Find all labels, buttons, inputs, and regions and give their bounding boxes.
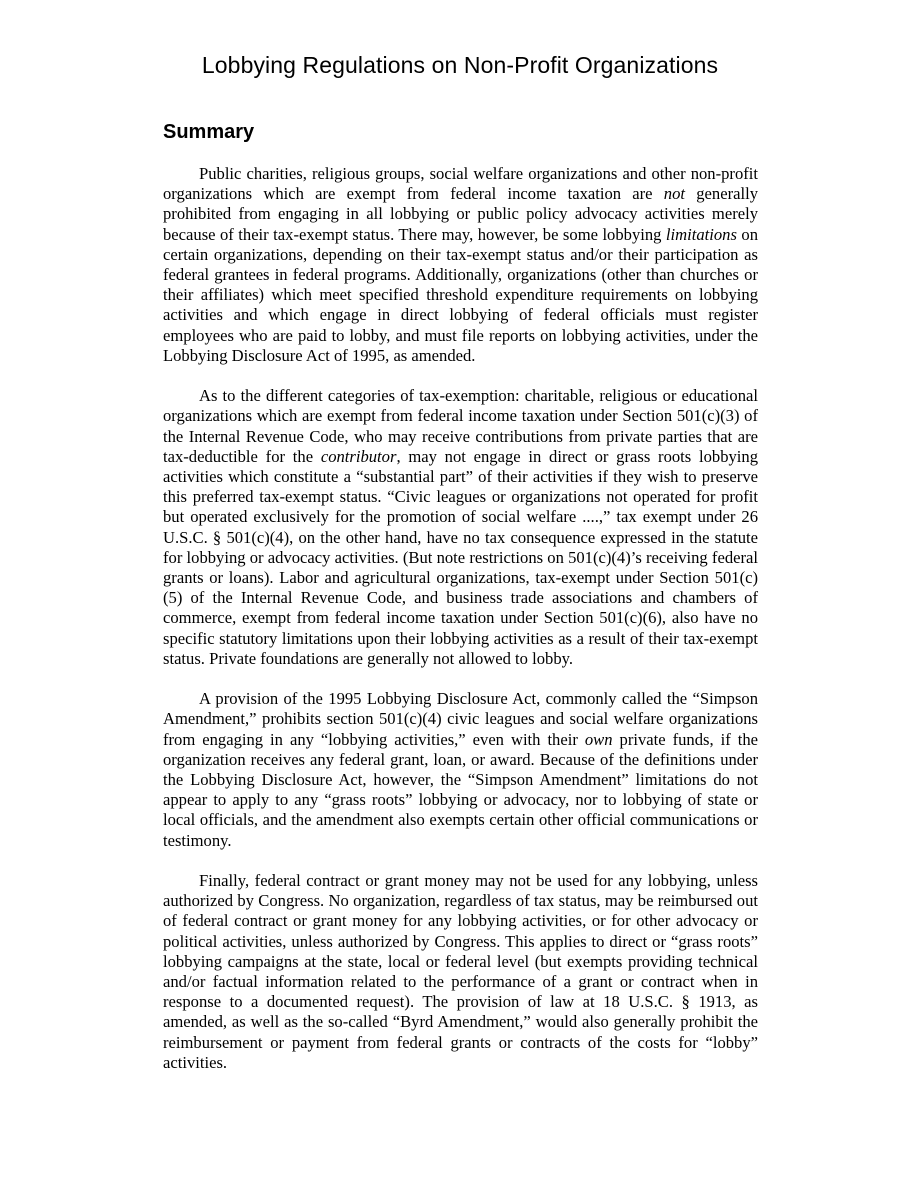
section-heading-summary: Summary: [163, 121, 255, 143]
paragraph-1-text-a: Public charities, religious groups, social welfare organizations and other non-profit organizations which are exempt from federal income taxation are: [163, 164, 758, 204]
paragraph-1-emphasis-limitations: limitations: [665, 224, 737, 244]
paragraph-1-emphasis-not: not: [663, 184, 686, 204]
paragraph-4: [163, 871, 758, 1073]
paragraph-1-text-c: on certain organizations, depending on their tax-exempt status and/or their participation as federal grantees in federal programs. Additionally, organizations (other than churches or their affiliates) which meet specified threshold expenditure requirements on lobbying activities and which engage in direct lobbying of federal officials must register employees who are paid to lobby, and must file reports on lobbying activities, under the Lobbying Disclosure Act of 1995, as amended.: [163, 224, 758, 365]
paragraph-3-text-b: private funds, if the organization receives any federal grant, loan, or award. Because of the definitions under the Lobbying Disclosure Act, however, the “Simpson Amendment” limitations do not appear to apply to any “grass roots” lobbying or advocacy, nor to lobbying of state or local officials, and the amendment also exempts certain other official communications or testimony.: [163, 729, 758, 850]
paragraph-3-emphasis-own: own: [584, 729, 613, 749]
paragraph-3: [163, 689, 758, 851]
paragraph-2-text-b: , may not engage in direct or grass roots lobbying activities which constitute a “substantial part” of their activities if they wish to preserve this preferred tax-exempt status. “Civic leagues or organizations not operated for profit but operated exclusively for the promotion of social welfare ....,” tax exempt under 26 U.S.C. § 501(c)(4), on the other hand, have no tax consequence expressed in the statute for lobbying or advocacy activities. (But note restrictions on 501(c)(4)’s receiving federal grants or loans). Labor and agricultural organizations, tax-exempt under Section 501(c)(5) of the Internal Revenue Code, and business trade associations and chambers of commerce, exempt from federal income taxation under Section 501(c)(6), also have no specific statutory limitations upon their lobbying activities as a result of their tax-exempt status. Private foundations are generally not allowed to lobby.: [163, 446, 758, 668]
paragraph-3-text-a: A provision of the 1995 Lobbying Disclosure Act, commonly called the “Simpson Amendment,” prohibits section 501(c)(4) civic leagues and social welfare organizations from engaging in any “lobbying activities,” even with their: [163, 689, 758, 749]
paragraph-1: [163, 164, 758, 366]
paragraph-2-text-a: As to the different categories of tax-exemption: charitable, religious or educational organizations which are exempt from federal income taxation under Section 501(c)(3) of the Internal Revenue Code, who may receive contributions from private parties that are tax-deductible for the: [163, 386, 758, 466]
document-title: Lobbying Regulations on Non-Profit Organizations: [201, 52, 719, 78]
paragraph-2: [163, 386, 758, 669]
paragraph-1-text-b: generally prohibited from engaging in all lobbying or public policy advocacy activities merely because of their tax-exempt status. There may, however, be some lobbying: [163, 184, 758, 244]
paragraph-4-text-a: Finally, federal contract or grant money may not be used for any lobbying, unless authorized by Congress. No organization, regardless of tax status, may be reimbursed out of federal contract or grant money for any lobbying activities, or for other advocacy or political activities, unless authorized by Congress. This applies to direct or “grass roots” lobbying campaigns at the state, local or federal level (but exempts providing technical and/or factual information related to the performance of a grant or contract when in response to a documented request). The provision of law at 18 U.S.C. § 1913, as amended, as well as the so-called “Byrd Amendment,” would also generally prohibit the reimbursement or payment from federal grants or contracts of the costs for “lobby” activities.: [163, 871, 758, 1072]
summary-body: [163, 164, 758, 1073]
paragraph-2-emphasis-contributor: contributor: [320, 446, 397, 466]
